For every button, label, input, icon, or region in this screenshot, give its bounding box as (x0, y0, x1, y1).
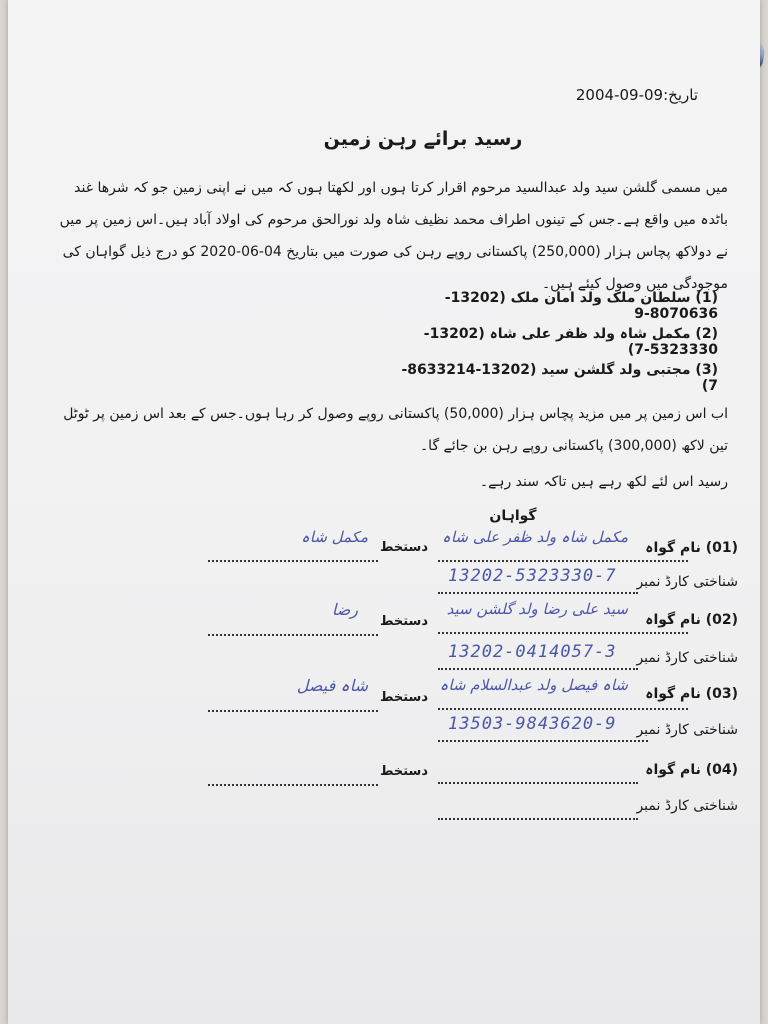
witness-1-name-label: (01) نام گواہ (645, 540, 738, 556)
witness-3-name-label: (03) نام گواہ (645, 686, 738, 702)
witness-3-id-line (438, 740, 648, 742)
witness-4-name-label: (04) نام گواہ (645, 762, 738, 778)
witness-3-handwritten-name: شاہ فیصل ولد عبدالسلام شاہ (439, 676, 628, 694)
witness-2-signature-line (208, 634, 378, 636)
witness-list-item-3: (3) مجتبی ولد گلشن سید (13202-8633214-7) (401, 362, 718, 394)
witness-1-id-line (438, 592, 638, 594)
witness-4-signature-label: دستخط (379, 764, 428, 779)
witness-3-id-label: شناختی کارڈ نمبر (636, 722, 738, 738)
witness-2-name-line (438, 632, 688, 634)
witness-1-signature-label: دستخط (379, 540, 428, 555)
witness-3-name-line (438, 708, 688, 710)
witness-4-name-line (438, 782, 638, 784)
witness-1-handwritten-name: مکمل شاہ ولد ظفر علی شاہ (442, 528, 628, 546)
witness-4-id-label: شناختی کارڈ نمبر (636, 798, 738, 814)
witness-list-item-1: (1) سلطان ملک ولد امان ملک (13202-8070636-9 (444, 290, 718, 322)
witness-2-handwritten-name: سید علی رضا ولد گلشن سید (446, 600, 628, 618)
witness-1-handwritten-id: 13202-5323330-7 (448, 566, 617, 586)
witness-3-signature-line (208, 710, 378, 712)
date-label: تاریخ:09-09-2004 (575, 86, 698, 104)
witness-2-signature: رضا (331, 600, 358, 619)
witness-3-signature-label: دستخط (379, 690, 428, 705)
witness-list-item-2: (2) مکمل شاہ ولد ظفر علی شاہ (13202-5323330-7) (423, 326, 718, 358)
witness-2-name-label: (02) نام گواہ (645, 612, 738, 628)
witness-1-signature-line (208, 560, 378, 562)
witness-2-handwritten-id: 13202-0414057-3 (448, 642, 617, 662)
receipt-paper (8, 0, 760, 1024)
paragraph-3: رسید اس لئے لکھ رہے ہیں تاکہ سند رہے۔ (479, 474, 728, 490)
paragraph-2: اب اس زمین پر میں مزید پچاس ہزار (50,000) پاکستانی روپے وصول کر رہا ہوں۔جس کے بعد اس زمین پر ٹوٹل تین لاکھ (300,000) پاکستانی روپے رہن بن جائے گا۔ (63, 406, 728, 454)
witness-2-id-label: شناختی کارڈ نمبر (636, 650, 738, 666)
witness-1-name-line (438, 560, 688, 562)
witness-2-signature-label: دستخط (379, 614, 428, 629)
witness-1-signature: مکمل شاہ (300, 528, 368, 546)
witness-2-id-line (438, 668, 638, 670)
document-title: رسید برائے رہن زمین (323, 128, 523, 150)
witness-1-id-label: شناختی کارڈ نمبر (636, 574, 738, 590)
witness-4-id-line (438, 818, 638, 820)
witness-4-signature-line (208, 784, 378, 786)
witness-3-handwritten-id: 13503-9843620-9 (448, 714, 617, 734)
witnesses-heading: گواہان (489, 508, 537, 524)
witness-3-signature: شاہ فیصل (296, 676, 368, 695)
paragraph-1: میں مسمی گلشن سید ولد عبدالسید مرحوم اقرار کرتا ہوں اور لکھتا ہوں کہ میں نے اپنی زمین جو کہ شرھا غند باٹدہ میں واقع ہے۔جس کے تینوں اطراف محمد نظیف شاہ ولد نورالحق مرحوم کی اولاد آباد ہیں۔اس زمین پر میں نے دولاکھ پچاس ہزار (250,000) پاکستانی روپے رہن کی صورت میں بتاریخ 04-06-2020 کو درج ذیل گواہان کی موجودگی میں وصول کیئے ہیں۔ (59, 180, 728, 292)
